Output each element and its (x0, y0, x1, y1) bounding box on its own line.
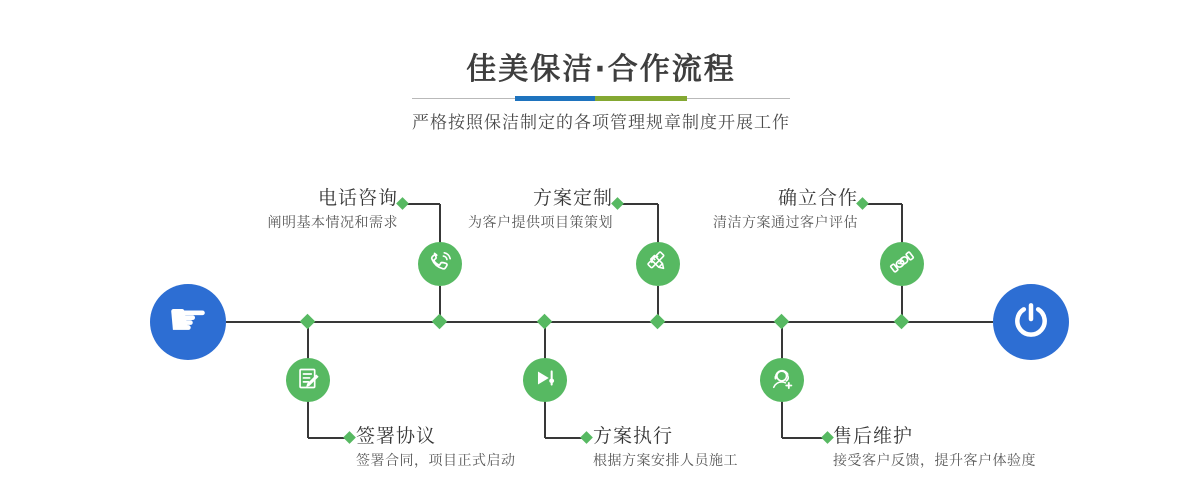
divider-blue-bar (515, 96, 595, 101)
end-node (993, 284, 1069, 360)
contract-sign-icon (295, 365, 322, 396)
connector-horizontal (866, 203, 902, 205)
diamond-marker (894, 314, 910, 330)
handshake-icon (888, 248, 916, 280)
step-desc: 为客户提供项目策策划 (468, 215, 613, 231)
page-subtitle: 严格按照保洁制定的各项管理规章制度开展工作 (412, 113, 790, 133)
diamond-marker (300, 314, 316, 330)
timeline-main-line (226, 321, 993, 323)
start-node (150, 284, 226, 360)
step-title: 方案定制 (532, 187, 613, 209)
pencil-ruler-icon (645, 249, 672, 280)
step-desc: 阐明基本情况和需求 (267, 215, 398, 231)
step-title: 签署协议 (356, 425, 437, 447)
diamond-marker (537, 314, 553, 330)
step-title: 确立合作 (777, 187, 858, 209)
node-establish-cooperation (880, 242, 924, 286)
connector-vertical (307, 401, 309, 438)
divider-green-bar (595, 96, 687, 101)
diamond-marker (343, 431, 356, 444)
connector-vertical (901, 204, 903, 244)
step-title: 售后维护 (833, 425, 914, 447)
phone-call-icon (427, 249, 454, 280)
connector-horizontal (308, 437, 345, 439)
node-aftersales-support (760, 358, 804, 402)
step-phone-consult (168, 187, 398, 232)
step-title: 电话咨询 (317, 187, 398, 209)
diamond-marker (856, 197, 869, 210)
node-plan-execute (523, 358, 567, 402)
diamond-marker (432, 314, 448, 330)
step-plan-execute (593, 425, 843, 470)
power-icon (1011, 300, 1051, 344)
step-sign-agreement (356, 425, 606, 470)
step-desc: 接受客户反馈，提升客户体验度 (833, 453, 1036, 469)
diamond-marker (650, 314, 666, 330)
headset-plus-icon (769, 365, 796, 396)
step-desc: 根据方案安排人员施工 (593, 453, 738, 469)
play-slider-icon (532, 365, 558, 395)
step-desc: 清洁方案通过客户评估 (713, 215, 858, 231)
node-sign-agreement (286, 358, 330, 402)
step-plan-customize (383, 187, 613, 232)
title-divider (412, 96, 790, 102)
node-phone-consult (418, 242, 462, 286)
node-plan-customize (636, 242, 680, 286)
step-aftersales-support (833, 425, 1083, 470)
page-title: 佳美保洁·合作流程 (466, 52, 736, 87)
diamond-marker (611, 197, 624, 210)
step-title: 方案执行 (593, 425, 674, 447)
diamond-marker (774, 314, 790, 330)
step-establish-cooperation (628, 187, 858, 232)
pointing-hand-icon: ☛ (167, 292, 209, 346)
step-desc: 签署合同，项目正式启动 (356, 453, 516, 469)
